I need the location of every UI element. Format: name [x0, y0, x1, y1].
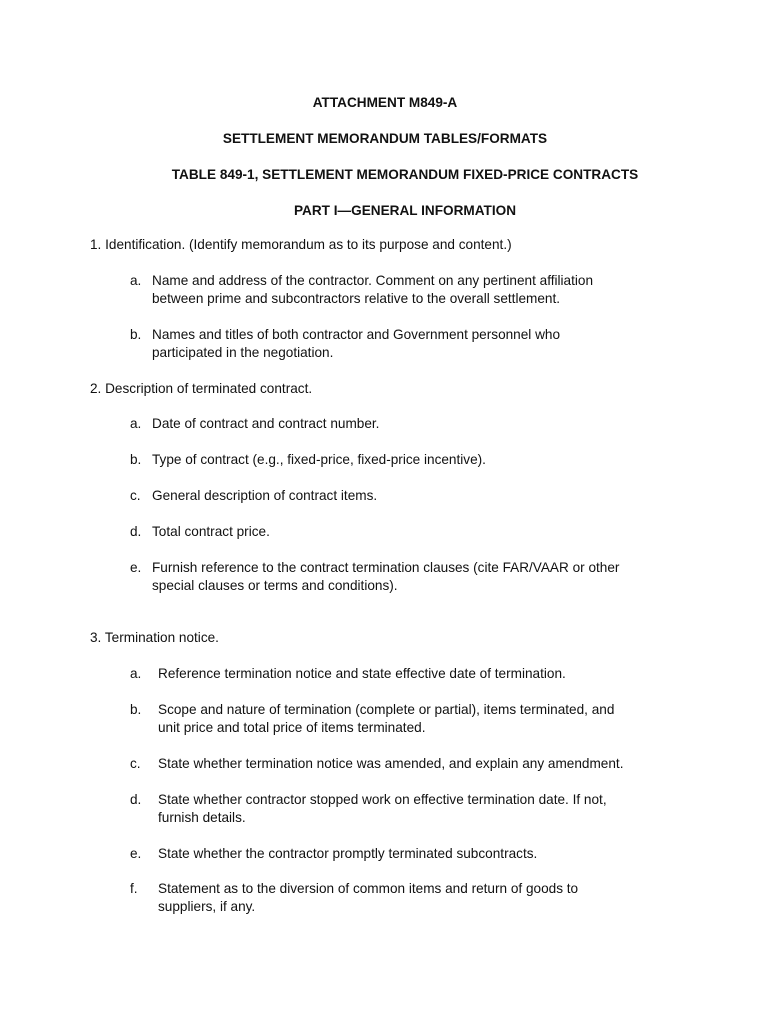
item-line: Scope and nature of termination (complete or partial), items terminated, and [158, 702, 615, 717]
item-text [152, 559, 692, 595]
item-label: a. [130, 666, 142, 681]
item-line: Type of contract (e.g., fixed-price, fixed-price incentive). [152, 452, 486, 467]
item-line: Date of contract and contract number. [152, 416, 380, 431]
table-title: TABLE 849-1, SETTLEMENT MEMORANDUM FIXED-PRICE CONTRACTS [171, 167, 639, 182]
item-label: f. [130, 881, 138, 896]
item-text [158, 755, 698, 773]
attachment-heading: ATTACHMENT M849-A [312, 95, 458, 110]
item-label: e. [130, 846, 142, 861]
item-label: d. [130, 792, 142, 807]
section-1-title: 1. Identification. (Identify memorandum as to its purpose and content.) [90, 237, 512, 252]
item-text [152, 326, 692, 362]
item-label: c. [130, 756, 141, 771]
item-text [152, 523, 692, 541]
item-line: special clauses or terms and conditions). [152, 578, 398, 593]
item-text [152, 487, 692, 505]
item-line: Names and titles of both contractor and Government personnel who [152, 327, 561, 342]
item-label: b. [130, 702, 142, 717]
item-label: e. [130, 560, 142, 575]
item-text [158, 845, 698, 863]
item-line: unit price and total price of items terminated. [158, 720, 426, 735]
tables-heading: SETTLEMENT MEMORANDUM TABLES/FORMATS [222, 131, 548, 146]
item-line: participated in the negotiation. [152, 345, 334, 360]
item-line: State whether contractor stopped work on effective termination date. If not, [158, 792, 607, 807]
item-line: State whether the contractor promptly terminated subcontracts. [158, 846, 538, 861]
item-line: suppliers, if any. [158, 899, 256, 914]
item-text [158, 701, 698, 737]
part-heading: PART I—GENERAL INFORMATION [293, 203, 517, 218]
item-line: Total contract price. [152, 524, 270, 539]
item-line: furnish details. [158, 810, 246, 825]
item-line: Name and address of the contractor. Comment on any pertinent affiliation [152, 273, 594, 288]
item-label: a. [130, 416, 142, 431]
item-text [158, 880, 698, 916]
item-text [152, 272, 692, 308]
item-text [152, 451, 692, 469]
item-label: a. [130, 273, 142, 288]
item-text [158, 665, 698, 683]
item-label: d. [130, 524, 142, 539]
item-line: Reference termination notice and state effective date of termination. [158, 666, 566, 681]
item-line: Furnish reference to the contract termination clauses (cite FAR/VAAR or other [152, 560, 620, 575]
item-line: General description of contract items. [152, 488, 378, 503]
item-line: State whether termination notice was amended, and explain any amendment. [158, 756, 624, 771]
item-label: b. [130, 452, 142, 467]
section-2-title: 2. Description of terminated contract. [90, 381, 313, 396]
item-label: c. [130, 488, 141, 503]
item-line: Statement as to the diversion of common items and return of goods to [158, 881, 579, 896]
item-text [152, 415, 692, 433]
item-label: b. [130, 327, 142, 342]
item-text [158, 791, 698, 827]
item-line: between prime and subcontractors relative to the overall settlement. [152, 291, 561, 306]
section-3-title: 3. Termination notice. [90, 630, 219, 645]
